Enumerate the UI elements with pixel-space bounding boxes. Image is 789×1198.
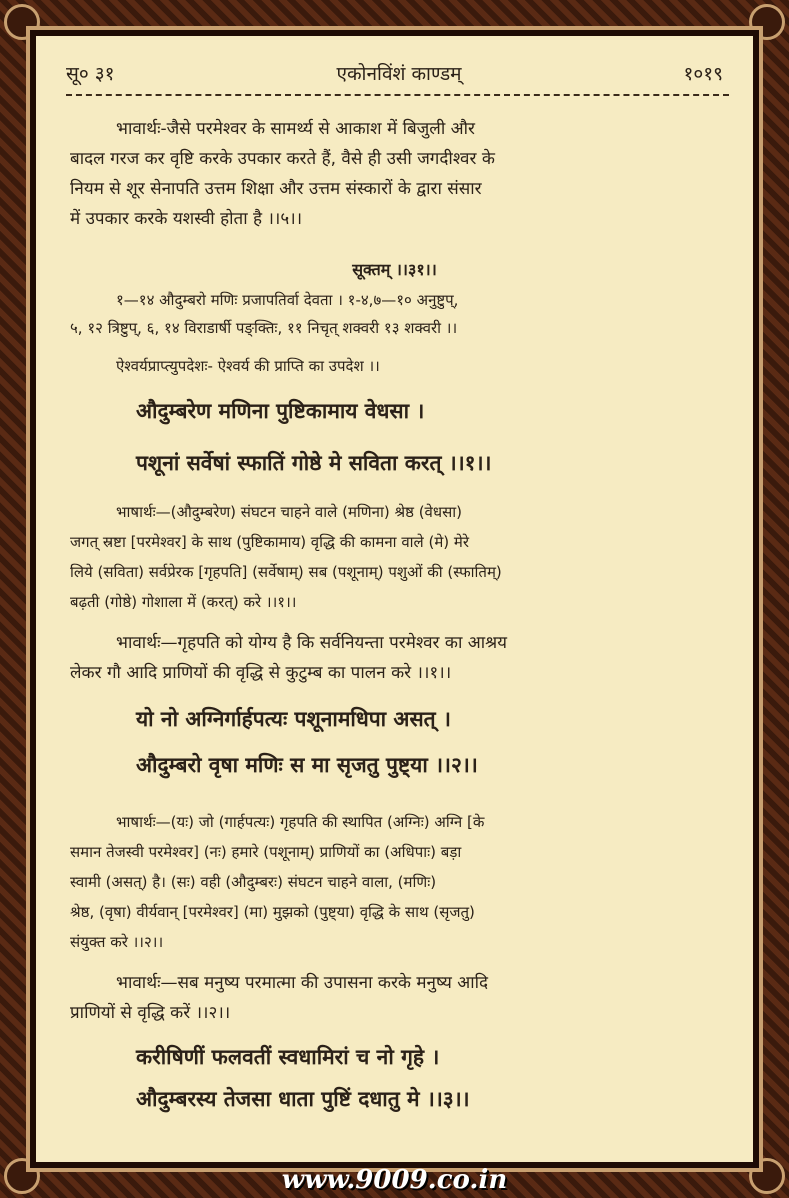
page-number: १०१९	[683, 63, 723, 85]
bhavartha-2-line-1: भावार्थः—सब मनुष्य परमात्मा की उपासना करके मनुष्य आदि	[116, 973, 489, 993]
padartha-1-line-3: लिये (सविता) सर्वप्रेरक [गृहपति] (सर्वेषाम्) सब (पशूनाम्) पशुओं की (स्फातिम्)	[70, 563, 502, 581]
bhavartha-2-line-2: प्राणियों से वृद्धि करें ।।२।।	[70, 1003, 231, 1023]
upadesha: ऐश्वर्यप्राप्त्युपदेशः- ऐश्वर्य की प्राप्ति का उपदेश ।।	[116, 357, 380, 375]
kanda-title: एकोनविंशं काण्डम्	[336, 63, 462, 85]
mantra-3-line-1: करीषिणीं फलवतीं स्वधामिरां च नो गृहे ।	[136, 1045, 440, 1069]
mantra-2-line-2: औदुम्बरो वृषा मणिः स मा सृजतु पुष्ट्या ।।२।।	[136, 753, 478, 777]
padartha-2-line-1: भाषार्थः—(यः) जो (गार्हपत्यः) गृहपति की स्थापित (अग्निः) अग्नि [के	[116, 813, 485, 831]
padartha-2-line-3: स्वामी (असत्) है। (सः) वही (औदुम्बरः) संघटन चाहने वाला, (मणिः)	[70, 873, 437, 891]
mantra-1-line-1: औदुम्बरेण मणिना पुष्टिकामाय वेधसा ।	[136, 399, 425, 423]
sukta-number: सू० ३१	[66, 63, 115, 85]
devata-line-1: १—१४ औदुम्बरो मणिः प्रजापतिर्वा देवता । १-४,७—१० अनुष्टुप्,	[116, 291, 459, 309]
padartha-1-line-4: बढ़ती (गोष्ठे) गोशाला में (करत्) करे ।।१।।	[70, 593, 297, 611]
mantra-2-line-1: यो नो अग्निर्गार्हपत्यः पशूनामधिपा असत् ।	[136, 707, 451, 731]
mantra-1-line-2: पशूनां सर्वेषां स्फातिं गोष्ठे मे सविता करत् ।।१।।	[136, 451, 492, 475]
scanned-page	[36, 36, 753, 1162]
bhavartha-1-line-2: लेकर गौ आदि प्राणियों की वृद्धि से कुटुम्ब का पालन करे ।।१।।	[70, 663, 452, 683]
padartha-1-line-2: जगत् स्रष्टा [परमेश्वर] के साथ (पुष्टिकामाय) वृद्धि की कामना वाले (मे) मेरे	[70, 533, 470, 551]
mantra-3-line-2: औदुम्बरस्य तेजसा धाता पुष्टिं दधातु मे ।।३।।	[136, 1087, 470, 1111]
bhavartha-5-line-3: नियम से शूर सेनापति उत्तम शिक्षा और उत्तम संस्कारों के द्वारा संसार	[70, 179, 482, 199]
padartha-2-line-4: श्रेष्ठ, (वृषा) वीर्यवान् [परमेश्वर] (मा) मुझको (पुष्ट्या) वृद्धि के साथ (सृजतु)	[70, 903, 475, 921]
padartha-1-line-1: भाषार्थः—(औदुम्बरेण) संघटन चाहने वाले (मणिना) श्रेष्ठ (वेधसा)	[116, 503, 462, 521]
sukta-heading: सूक्तम् ।।३१।।	[352, 260, 437, 279]
page-header	[66, 58, 723, 88]
bhavartha-5-line-1: भावार्थः-जैसे परमेश्वर के सामर्थ्य से आकाश में बिजुली और	[116, 119, 475, 139]
website-url: www.9009.co.in	[281, 1165, 508, 1195]
devata-line-2: ५, १२ त्रिष्टुप्, ६, १४ विराडार्षी पङ्क्तिः, ११ निचृत् शक्वरी १३ शक्वरी ।।	[70, 319, 458, 337]
bhavartha-1-line-1: भावार्थः—गृहपति को योग्य है कि सर्वनियन्ता परमेश्वर का आश्रय	[116, 633, 508, 653]
header-divider	[66, 94, 729, 96]
padartha-2-line-5: संयुक्त करे ।।२।।	[70, 933, 164, 951]
padartha-2-line-2: समान तेजस्वी परमेश्वर] (नः) हमारे (पशूनाम्) प्राणियों का (अधिपाः) बड़ा	[70, 843, 462, 861]
bhavartha-5-line-2: बादल गरज कर वृष्टि करके उपकार करते हैं, वैसे ही उसी जगदीश्वर के	[70, 149, 495, 169]
bhavartha-5-line-4: में उपकार करके यशस्वी होता है ।।५।।	[70, 209, 303, 229]
